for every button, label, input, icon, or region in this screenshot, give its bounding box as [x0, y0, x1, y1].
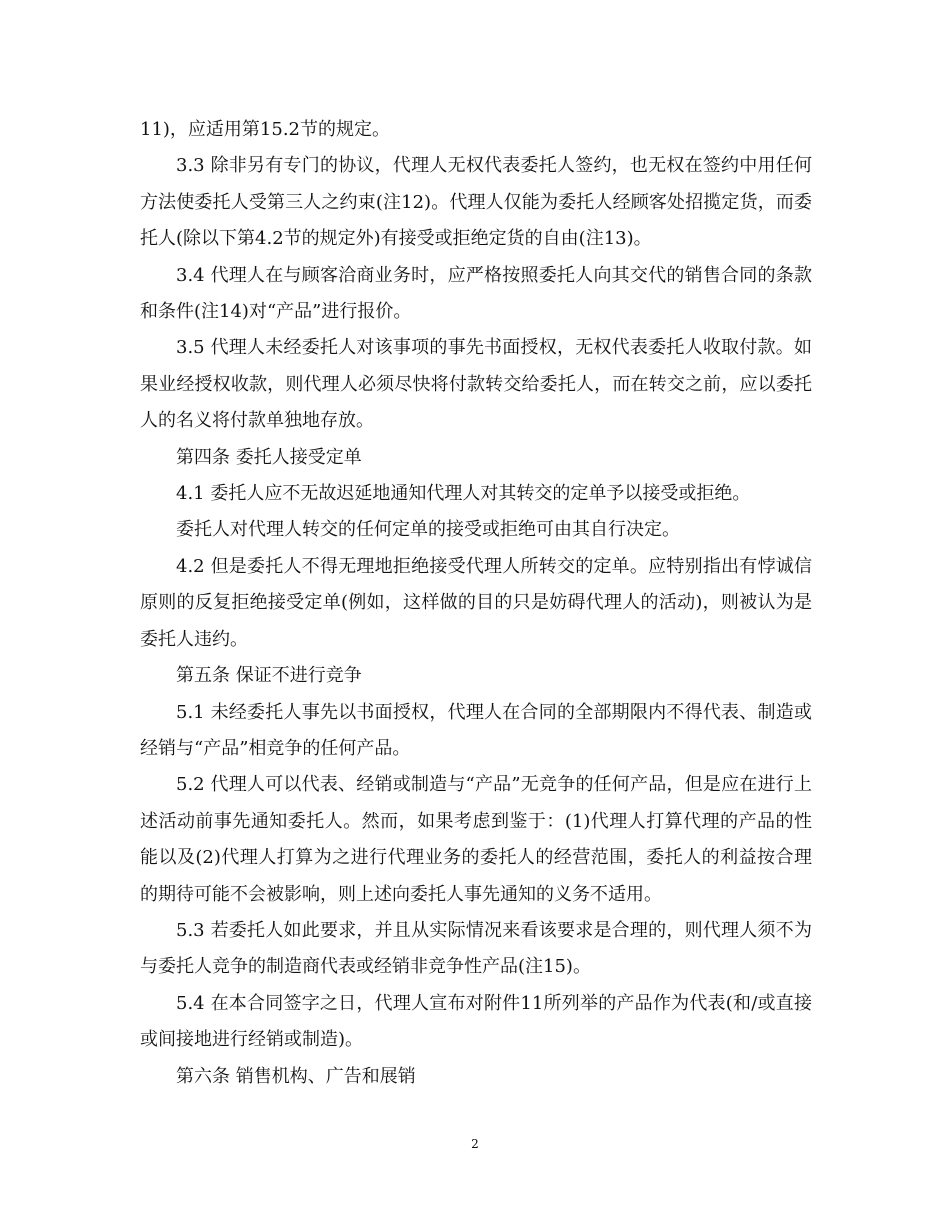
clause-5-3: 5.3 若委托人如此要求，并且从实际情况来看该要求是合理的，则代理人须不为与委托人竞争的制造商代表或经销非竞争性产品(注15)。	[140, 919, 812, 978]
clause-4-1: 4.1 委托人应不无故迟延地通知代理人对其转交的定单予以接受或拒绝。	[176, 483, 751, 505]
article-5-heading: 第五条 保证不进行竞争	[176, 665, 362, 687]
clause-3-4: 3.4 代理人在与顾客洽商业务时，应严格按照委托人向其交代的销售合同的条款和条件(注14)对“产品”进行报价。	[140, 264, 812, 323]
document-body	[140, 112, 812, 1095]
paragraph-continuation: 11)，应适用第15.2节的规定。	[140, 119, 391, 140]
clause-5-4: 5.4 在本合同签字之日，代理人宣布对附件11所列举的产品作为代表(和/或直接或间接地进行经销或制造)。	[140, 992, 812, 1051]
clause-4-1-note: 委托人对代理人转交的任何定单的接受或拒绝可由其自行决定。	[176, 519, 680, 541]
clause-3-3: 3.3 除非另有专门的协议，代理人无权代表委托人签约，也无权在签约中用任何方法使委托人受第三人之约束(注12)。代理人仅能为委托人经顾客处招揽定货，而委托人(除以下第4.2节的规定外)有接受或拒绝定货的自由(注13)。	[140, 155, 812, 250]
clause-4-2: 4.2 但是委托人不得无理地拒绝接受代理人所转交的定单。应特别指出有悖诚信原则的反复拒绝接受定单(例如，这样做的目的只是妨碍代理人的活动)，则被认为是委托人违约。	[140, 555, 812, 650]
clause-5-1: 5.1 未经委托人事先以书面授权，代理人在合同的全部期限内不得代表、制造或经销与“产品”相竞争的任何产品。	[140, 701, 812, 759]
clause-5-2: 5.2 代理人可以代表、经销或制造与“产品”无竞争的任何产品，但是应在进行上述活动前事先通知委托人。然而，如果考虑到鉴于：(1)代理人打算代理的产品的性能以及(2)代理人打算为之进行代理业务的委托人的经营范围，委托人的利益按合理的期待可能不会被影响，则上述向委托人事先通知的义务不适用。	[140, 774, 812, 905]
article-4-heading: 第四条 委托人接受定单	[176, 446, 362, 468]
clause-3-5: 3.5 代理人未经委托人对该事项的事先书面授权，无权代表委托人收取付款。如果业经授权收款，则代理人必须尽快将付款转交给委托人，而在转交之前，应以委托人的名义将付款单独地存放。	[140, 337, 812, 432]
article-6-heading: 第六条 销售机构、广告和展销	[176, 1065, 416, 1087]
page-number: 2	[471, 1137, 479, 1151]
